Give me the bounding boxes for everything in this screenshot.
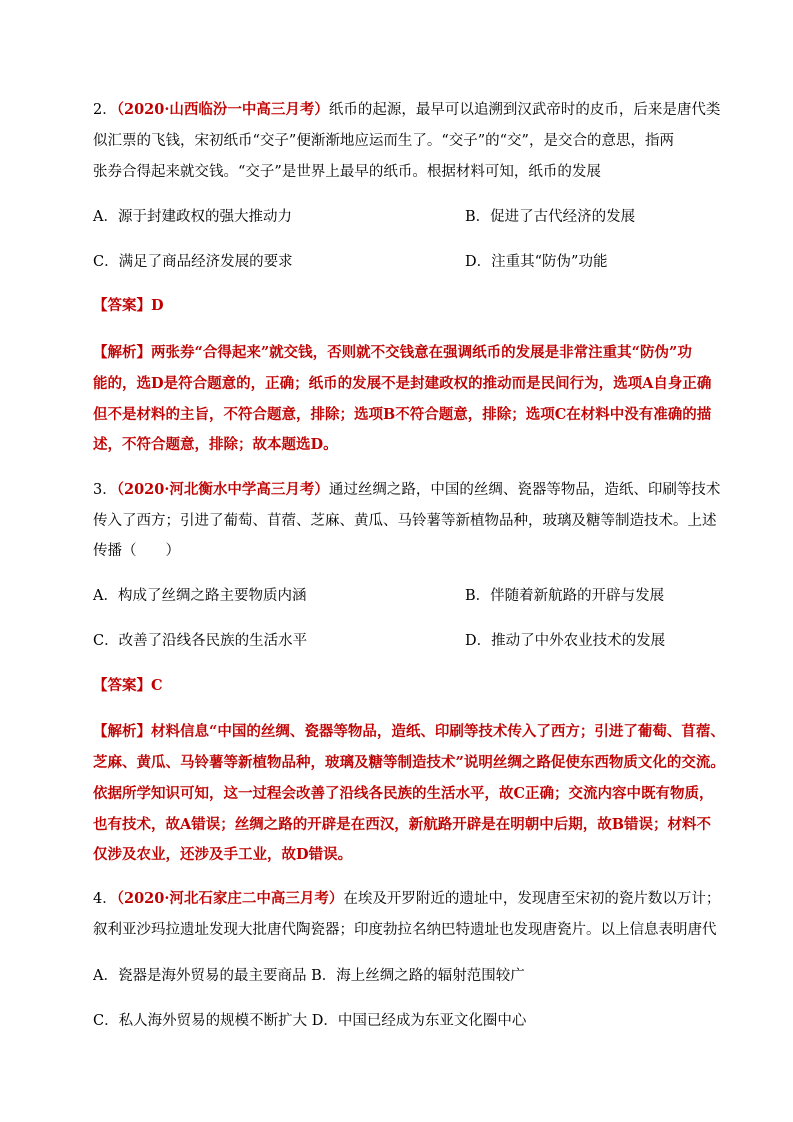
q2-analysis-line-2: 能的，选D是符合题意的，正确；纸币的发展不是封建政权的推动而是民间行为，选项A自身正确 bbox=[93, 375, 712, 392]
q2-option-b: B．促进了古代经济的发展 bbox=[465, 209, 636, 225]
q3-options-row-1 bbox=[93, 586, 665, 606]
q3-stem-line-3: 传播（ ） bbox=[93, 543, 180, 559]
q4-options-row-1: A．瓷器是海外贸易的最主要商品 B．海上丝绸之路的辐射范围较广 bbox=[93, 968, 525, 984]
q3-analysis-text-1: 材料信息“中国的丝绸、瓷器等物品，造纸、印刷等技术传入了西方；引进了葡萄、苜蓿、 bbox=[151, 723, 725, 740]
q2-stem-line-1 bbox=[93, 100, 720, 120]
q2-answer bbox=[93, 296, 164, 316]
q2-number: 2． bbox=[93, 102, 117, 118]
q4-number: 4． bbox=[93, 891, 117, 907]
q4-stem-text-1: 在埃及开罗附近的遗址中，发现唐至宋初的瓷片数以万计； bbox=[343, 891, 721, 907]
q3-number: 3． bbox=[93, 482, 117, 498]
q2-stem-line-2: 似汇票的飞钱，宋初纸币“交子”便渐渐地应运而生了。“交子”的“交”，是交合的意思，指两 bbox=[93, 133, 674, 149]
q3-stem-line-2: 传入了西方；引进了葡萄、苜蓿、芝麻、黄瓜、马铃薯等新植物品种，玻璃及糖等制造技术。上述 bbox=[93, 513, 717, 529]
q4-stem-line-2: 叙利亚沙玛拉遗址发现大批唐代陶瓷器；印度勃拉名纳巴特遗址也发现唐瓷片。以上信息表明唐代 bbox=[93, 922, 717, 938]
q3-analysis-line-5: 仅涉及农业，还涉及手工业，故D错误。 bbox=[93, 846, 353, 863]
q2-analysis-line-4: 述，不符合题意，排除；故本题选D。 bbox=[93, 436, 338, 453]
q3-option-b: B．伴随着新航路的开辟与发展 bbox=[465, 588, 665, 604]
q2-stem-text-1: 纸币的起源，最早可以追溯到汉武帝时的皮币，后来是唐代类 bbox=[328, 102, 721, 118]
q3-analysis-line-2: 芝麻、黄瓜、马铃薯等新植物品种，玻璃及糖等制造技术”说明丝绸之路促使东西物质文化的交流。 bbox=[93, 754, 725, 771]
q2-stem-line-3: 张券合得起来就交钱。“交子”是世界上最早的纸币。根据材料可知，纸币的发展 bbox=[93, 164, 601, 180]
q2-options-row-1 bbox=[93, 207, 636, 227]
q3-answer-value: C bbox=[151, 677, 163, 694]
q3-answer bbox=[93, 676, 163, 696]
q4-source: （2020·河北石家庄二中高三月考） bbox=[116, 890, 344, 907]
q2-options-row-2 bbox=[93, 252, 608, 272]
q2-answer-value: D bbox=[151, 297, 164, 314]
q3-stem-line-1 bbox=[93, 480, 720, 500]
q2-analysis-line-3: 但不是材料的主旨，不符合题意，排除；选项B不符合题意，排除；选项C在材料中没有准确的描 bbox=[93, 406, 712, 423]
q2-analysis-text-1: 两张券“合得起来”就交钱，否则就不交钱意在强调纸币的发展是非常注重其“防伪”功 bbox=[151, 344, 692, 361]
q3-option-d: D．推动了中外农业技术的发展 bbox=[465, 633, 666, 649]
q3-option-c: C．改善了沿线各民族的生活水平 bbox=[93, 633, 308, 649]
q3-source: （2020·河北衡水中学高三月考） bbox=[116, 481, 329, 498]
q2-analysis-line-1 bbox=[93, 343, 692, 363]
q3-options-row-2 bbox=[93, 631, 666, 651]
q3-analysis-label: 【解析】 bbox=[93, 723, 151, 740]
q2-answer-label: 【答案】 bbox=[93, 297, 151, 314]
q3-answer-label: 【答案】 bbox=[93, 677, 151, 694]
q2-option-c: C．满足了商品经济发展的要求 bbox=[93, 254, 293, 270]
q3-analysis-line-3: 依据所学知识可知，这一过程会改善了沿线各民族的生活水平，故C正确；交流内容中既有物质， bbox=[93, 785, 714, 802]
q2-option-a: A．源于封建政权的强大推动力 bbox=[93, 209, 292, 225]
q3-analysis-line-4: 也有技术，故A错误；丝绸之路的开辟是在西汉，新航路开辟是在明朝中后期，故B错误；材料不 bbox=[93, 816, 712, 833]
q2-option-d: D．注重其“防伪”功能 bbox=[465, 254, 608, 270]
q4-stem-line-1 bbox=[93, 889, 720, 909]
q2-source: （2020·山西临汾一中高三月考） bbox=[116, 101, 329, 118]
q3-analysis-line-1 bbox=[93, 722, 725, 742]
q4-options-row-2: C．私人海外贸易的规模不断扩大 D．中国已经成为东亚文化圈中心 bbox=[93, 1013, 527, 1029]
q3-option-a: A．构成了丝绸之路主要物质内涵 bbox=[93, 588, 307, 604]
q3-stem-text-1: 通过丝绸之路，中国的丝绸、瓷器等物品，造纸、印刷等技术 bbox=[328, 482, 721, 498]
q2-analysis-label: 【解析】 bbox=[93, 344, 151, 361]
